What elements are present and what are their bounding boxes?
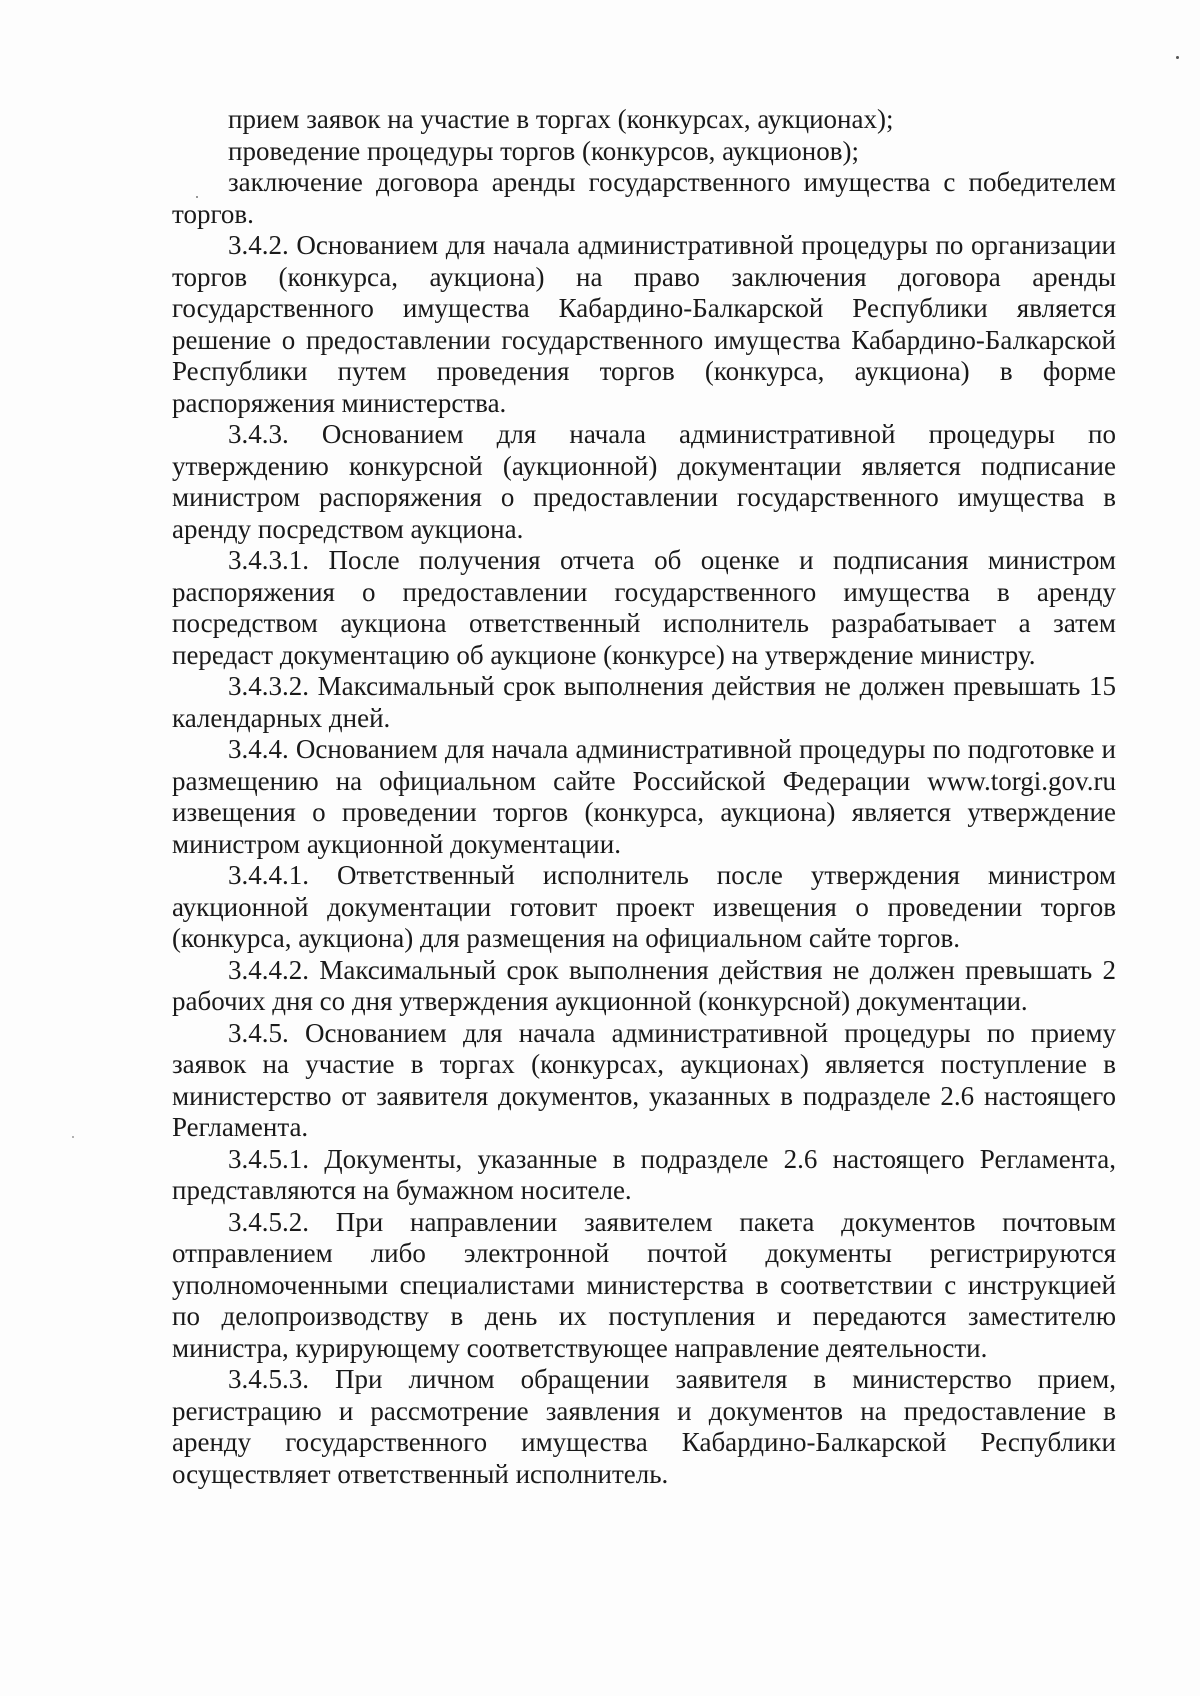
paragraph: 3.4.3.2. Максимальный срок выполнения действия не должен превышать 15 календарных дней. [172, 671, 1116, 733]
paragraph: заключение договора аренды государственного имущества с победителем торгов. [172, 167, 1116, 229]
paragraph: 3.4.3. Основанием для начала административной процедуры по утверждению конкурсной (аукционной) документации является подписание министром распоряжения о предоставлении государственного имущества в аренду посредством аукциона. [172, 419, 1116, 544]
paragraph: 3.4.3.1. После получения отчета об оценке и подписания министром распоряжения о предоставлении государственного имущества в аренду посредством аукциона ответственный исполнитель разрабатывает а затем передаст документацию об аукционе (конкурсе) на утверждение министру. [172, 545, 1116, 670]
paragraph: 3.4.5.3. При личном обращении заявителя в министерство прием, регистрацию и рассмотрение заявления и документов на предоставление в аренду государственного имущества Кабардино-Балкарской Республики осуществляет ответственный исполнитель. [172, 1364, 1116, 1489]
scan-speck [1176, 56, 1179, 59]
document-body [172, 104, 1116, 1490]
paragraph: 3.4.5.1. Документы, указанные в подразделе 2.6 настоящего Регламента, представляются на бумажном носителе. [172, 1143, 1116, 1205]
paragraph: прием заявок на участие в торгах (конкурсах, аукционах); [228, 104, 894, 134]
paragraph: 3.4.2. Основанием для начала административной процедуры по организации торгов (конкурса, аукциона) на право заключения договора аренды государственного имущества Кабардино-Балкарской Республики является решение о предоставлении государственного имущества Кабардино-Балкарской Республики путем проведения торгов (конкурса, аукциона) в форме распоряжения министерства. [172, 230, 1116, 418]
scan-speck [72, 1136, 74, 1138]
paragraph: 3.4.4.1. Ответственный исполнитель после утверждения министром аукционной документации готовит проект извещения о проведении торгов (конкурса, аукциона) для размещения на официальном сайте торгов. [172, 860, 1116, 953]
paragraph: 3.4.5.2. При направлении заявителем пакета документов почтовым отправлением либо электронной почтой документы регистрируются уполномоченными специалистами министерства в соответствии с инструкцией по делопроизводству в день их поступления и передаются заместителю министра, курирующему соответствующее направление деятельности. [172, 1206, 1116, 1363]
paragraph: 3.4.4. Основанием для начала административной процедуры по подготовке и размещению на официальном сайте Российской Федерации www.torgi.gov.ru извещения о проведении торгов (конкурса, аукциона) является утверждение министром аукционной документации. [172, 734, 1116, 859]
paragraph: 3.4.5. Основанием для начала административной процедуры по приему заявок на участие в торгах (конкурсах, аукционах) является поступление в министерство от заявителя документов, указанных в подразделе 2.6 настоящего Регламента. [172, 1017, 1116, 1142]
paragraph: проведение процедуры торгов (конкурсов, аукционов); [228, 135, 859, 166]
paragraph: 3.4.4.2. Максимальный срок выполнения действия не должен превышать 2 рабочих дня со дня утверждения аукционной (конкурсной) документации. [172, 954, 1116, 1016]
